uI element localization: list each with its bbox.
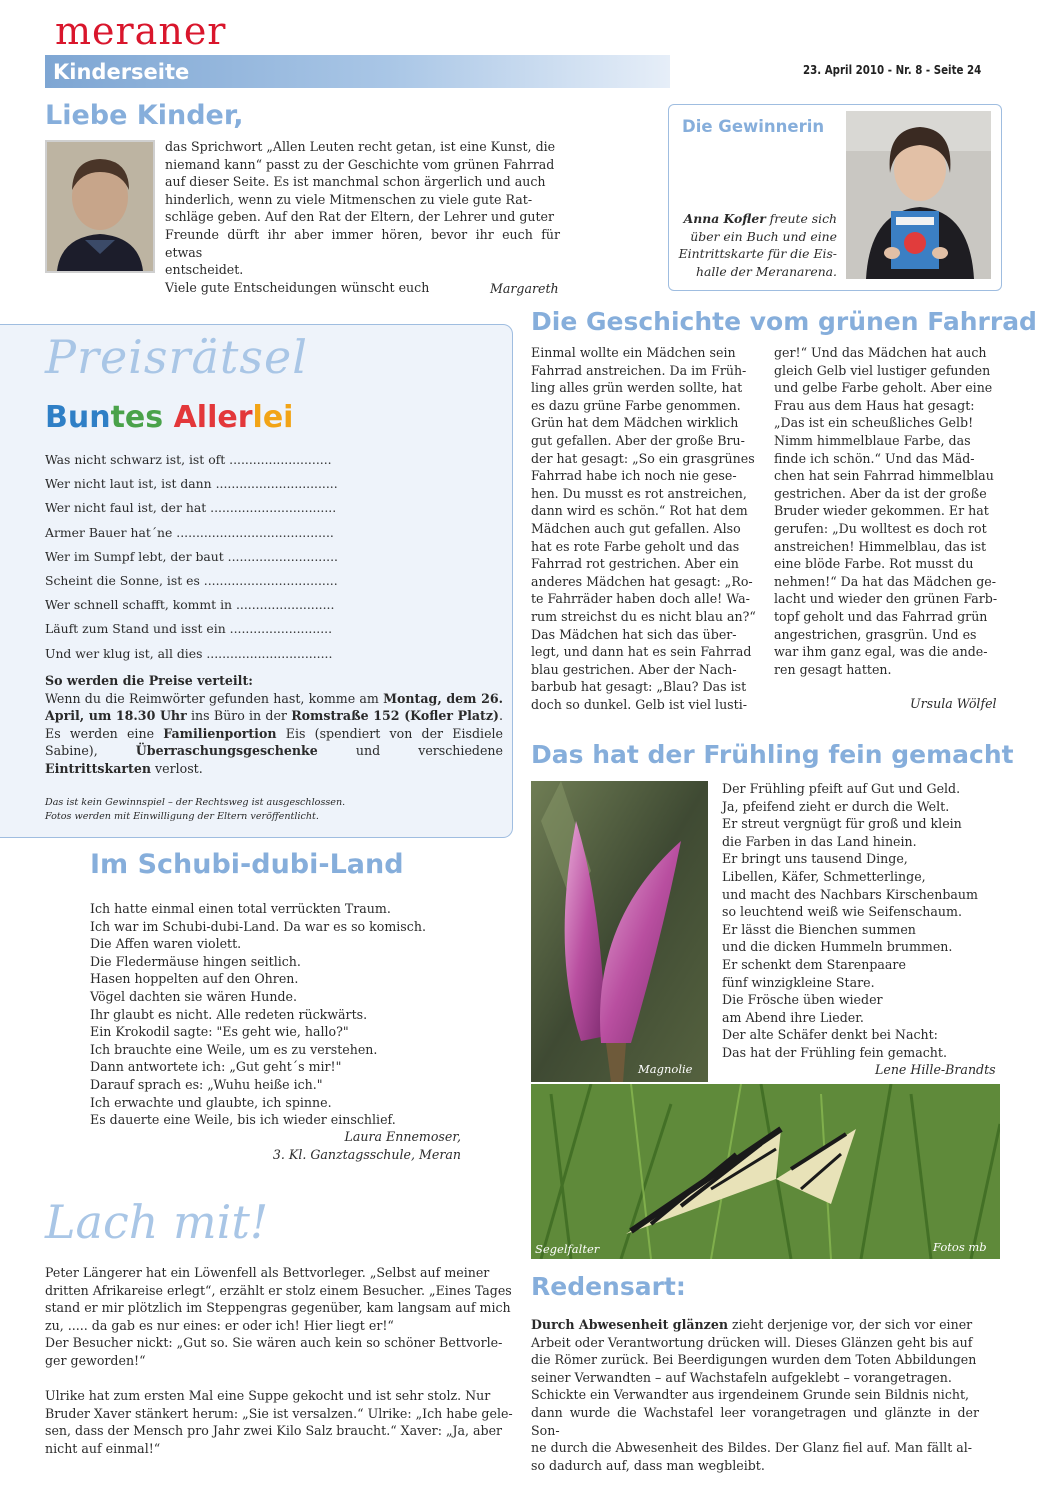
quiz-item: Wer schnell schafft, kommt in ......................... xyxy=(45,597,335,613)
spring-author: Lene Hille-Brandts xyxy=(875,1062,996,1077)
margareth-photo xyxy=(45,140,155,273)
quiz-script-title: Preisrätsel xyxy=(45,330,308,384)
quiz-items xyxy=(45,448,505,666)
intro-line: niemand kann“ passt zu der Geschichte vom grünen Fahrrad xyxy=(165,156,555,172)
lach-text: Peter Längerer hat ein Löwenfell als Bettvorleger. „Selbst auf meiner dritten Afrikareise erlegt“, erzählt er stolz einem Besucher. „Eines Tages stand er mir plötzlich im Steppengras gegenüber, kam langsam auf mich zu, ..... da gab es nur eines: er oder ich! Hier liegt er!“ Der Besucher nickt: „Gut so. Sie wären auch kein so schöner Bettvorle- ger geworden!“ Ulrike hat zum ersten Mal eine Suppe gekocht und ist sehr stolz. Nur Bruder Xaver stänkert herum: „Sie ist versalzen.“ Ulrike: „Ich habe gele- sen, dass der Mensch pro Jahr zwei Kilo Salz braucht.“ Xaver: „Ja, aber nicht auf einmal!“ xyxy=(45,1265,513,1456)
quiz-item: Und wer klug ist, all dies ................................ xyxy=(45,645,333,661)
butterfly-photo xyxy=(531,1084,1000,1259)
intro-line: entscheidet. xyxy=(165,262,244,278)
butterfly-caption: Segelfalter xyxy=(535,1242,600,1256)
subtitle-part: Al xyxy=(173,400,208,435)
quiz-item: Wer nicht laut ist, ist dann ............................... xyxy=(45,476,338,492)
quiz-item: Läuft zum Stand und isst ein .......................... xyxy=(45,621,333,637)
redensart-text: Durch Abwesenheit glänzen zieht derjenige vor, der sich vor einer Arbeit oder Verantwortung drücken will. Dieses Glänzen geht bis auf die Römer zurück. Bei Beerdigungen wurden dem Toten Abbildungen seiner Verwandten – auf Wachstafeln aufgeklebt – vorangetragen. Schickte ein Verwandter aus irgendeinem Grunde sein Bildnis nicht, dann wurde die Wachstafel leer vorangetragen und glänzte in der Son- ne durch die Abwesenheit des Bildes. Der Glanz fiel auf. Man fällt al- so dadurch auf, dass man wegbleibt. xyxy=(531,1317,979,1473)
photo-credit: Fotos mb xyxy=(933,1240,987,1254)
redensart-title: Redensart: xyxy=(531,1272,686,1301)
intro-line: schläge geben. Auf den Rat der Eltern, der Lehrer und guter xyxy=(165,209,555,225)
schubi-author: Laura Ennemoser, 3. Kl. Ganztagsschule, Meran xyxy=(272,1129,461,1162)
story-col-2: ger!“ Und das Mädchen hat auch gleich Gelb viel lustiger gefunden und gelbe Farbe geholt. Aber eine Frau aus dem Haus hat gesagt: „Das ist ein scheußliches Gelb! Nimm himmelblaue Farbe, das finde ich schön.“ Und das Mäd- chen hat sein Fahrrad himmelblau gestrichen. Aber da ist der große Bruder wieder gekommen. Er hat gerufen: „Du wolltest es doch rot anstreichen! Himmelblau, das ist eine blöde Farbe. Rot musst du nehmen!“ Da hat das Mädchen ge- lacht und wieder den grünen Farb- topf geholt und das Fahrrad grün angestrichen, grasgrün. Und es war ihm ganz egal, was die ande- ren gesagt hatten. xyxy=(774,345,998,677)
lach-script-title: Lach mit! xyxy=(45,1195,269,1249)
quiz-subtitle xyxy=(45,400,293,435)
story-author: Ursula Wölfel xyxy=(910,696,997,711)
prize-text: So werden die Preise verteilt: Wenn du die Reimwörter gefunden hast, komme am Montag, dem 26. April, um 18.30 Uhr ins Büro in der Romstraße 152 (Kofler Platz). Es werden eine Familienportion Eis (spendiert von der Eisdiele Sabine), Überraschungsgeschenke und verschiedene Eintrittskarten verlost. xyxy=(45,673,504,776)
magnolia-caption: Magnolie xyxy=(638,1062,693,1076)
intro-text xyxy=(165,138,560,296)
quiz-item: Was nicht schwarz ist, ist oft .......................... xyxy=(45,452,332,467)
redensart-lead: Durch Abwesenheit glänzen xyxy=(531,1317,728,1332)
story-col-1: Einmal wollte ein Mädchen sein Fahrrad anstreichen. Da im Früh- ling alles grün werden sollte, hat es dazu grüne Farbe genommen. Grün hat dem Mädchen wirklich gut gefallen. Aber der große Bru- der hat gesagt: „So ein grasgrünes Fahrrad habe ich noch nie gese- hen. Du musst es rot anstreichen, dann wird es schön.“ Rot hat dem Mädchen auch gut gefallen. Also hat es rote Farbe geholt und das Fahrrad rot gestrichen. Aber ein anderes Mädchen hat gesagt: „Ro- te Fahrräder haben doch alle! Wa- rum streichst du es nicht blau an?“ Das Mädchen hat sich das über- legt, und dann hat es sein Fahrrad blau gestrichen. Aber der Nach- barbub hat gesagt: „Blau? Das ist doch so dunkel. Gelb ist viel lusti- xyxy=(531,345,756,712)
magnolia-photo xyxy=(531,781,708,1082)
prize-heading: So werden die Preise verteilt: xyxy=(45,673,253,688)
subtitle-part: ler xyxy=(207,400,253,435)
intro-signature: Margareth xyxy=(490,281,559,296)
issue-info: 23. April 2010 - Nr. 8 - Seite 24 xyxy=(803,62,982,77)
winner-caption: Anna Kofler freute sich über ein Buch und eine Eintrittskarte für die Eis- halle der Meranarena. xyxy=(678,211,837,279)
winner-title: Die Gewinnerin xyxy=(682,117,825,136)
intro-line: das Sprichwort „Allen Leuten recht getan, ist eine Kunst, die xyxy=(165,139,556,154)
quiz-item: Wer im Sumpf lebt, der baut ............................ xyxy=(45,548,338,564)
schubi-title: Im Schubi-dubi-Land xyxy=(90,849,404,880)
subtitle-part: n xyxy=(89,400,111,435)
subtitle-part: lei xyxy=(252,400,294,435)
spring-title: Das hat der Frühling fein gemacht xyxy=(531,740,1014,769)
section-title: Kinderseite xyxy=(53,60,190,84)
schubi-poem: Ich hatte einmal einen total verrückten Traum. Ich war im Schubi-dubi-Land. Da war es so komisch. Die Affen waren violett. Die Fledermäuse hingen seitlich. Hasen hoppelten auf den Ohren. Vögel dachten sie wären Hunde. Ihr glaubt es nicht. Alle redeten rückwärts. Ein Krokodil sagte: "Es geht wie, hallo?" Ich brauchte eine Weile, um es zu verstehen. Dann antwortete ich: „Gut geht´s mir!" Darauf sprach es: „Wuhu heiße ich." Ich erwachte und glaubte, ich spinne. Es dauerte eine Weile, bis ich wieder einschlief. xyxy=(90,901,426,1128)
subtitle-part: tes xyxy=(110,400,174,435)
quiz-item: Scheint die Sonne, ist es .................................. xyxy=(45,573,338,589)
winner-photo xyxy=(846,111,991,279)
spring-poem: Der Frühling pfeift auf Gut und Geld. Ja, pfeifend zieht er durch die Welt. Er streut vergnügt für groß und klein die Farben in das Land hinein. Er bringt uns tausend Dinge, Libellen, Käfer, Schmetterlinge, und macht des Nachbars Kirschenbaum so leuchtend weiß wie Seifenschaum. Er lässt die Bienchen summen und die dicken Hummeln brummen. Er schenkt dem Starenpaare fünf winzigkleine Stare. Die Frösche üben wieder am Abend ihre Lieder. Der alte Schäfer denkt bei Nacht: Das hat der Frühling fein gemacht. xyxy=(722,781,978,1060)
subtitle-part: Bu xyxy=(45,400,90,435)
intro-line: auf dieser Seite. Es ist manchmal schon ärgerlich und auch xyxy=(165,174,546,190)
intro-line: hinderlich, wenn zu viele Mitmenschen zu viele gute Rat- xyxy=(165,191,533,207)
logo: meraner xyxy=(55,9,227,53)
quiz-item: Wer nicht faul ist, der hat ................................ xyxy=(45,500,337,516)
story-title: Die Geschichte vom grünen Fahrrad xyxy=(531,307,1037,336)
quiz-disclaimer: Das ist kein Gewinnspiel – der Rechtsweg ist ausgeschlossen. Fotos werden mit Einwilligung der Eltern veröffentlicht. xyxy=(45,797,346,822)
intro-title: Liebe Kinder, xyxy=(45,100,244,131)
quiz-item: Armer Bauer hat´ne ........................................ xyxy=(45,524,334,540)
intro-closing: Viele gute Entscheidungen wünscht euch xyxy=(165,279,430,295)
winner-name: Anna Kofler xyxy=(683,211,766,226)
intro-line: Freunde dürft ihr aber immer hören, bevor ihr euch für etwas xyxy=(165,226,560,260)
